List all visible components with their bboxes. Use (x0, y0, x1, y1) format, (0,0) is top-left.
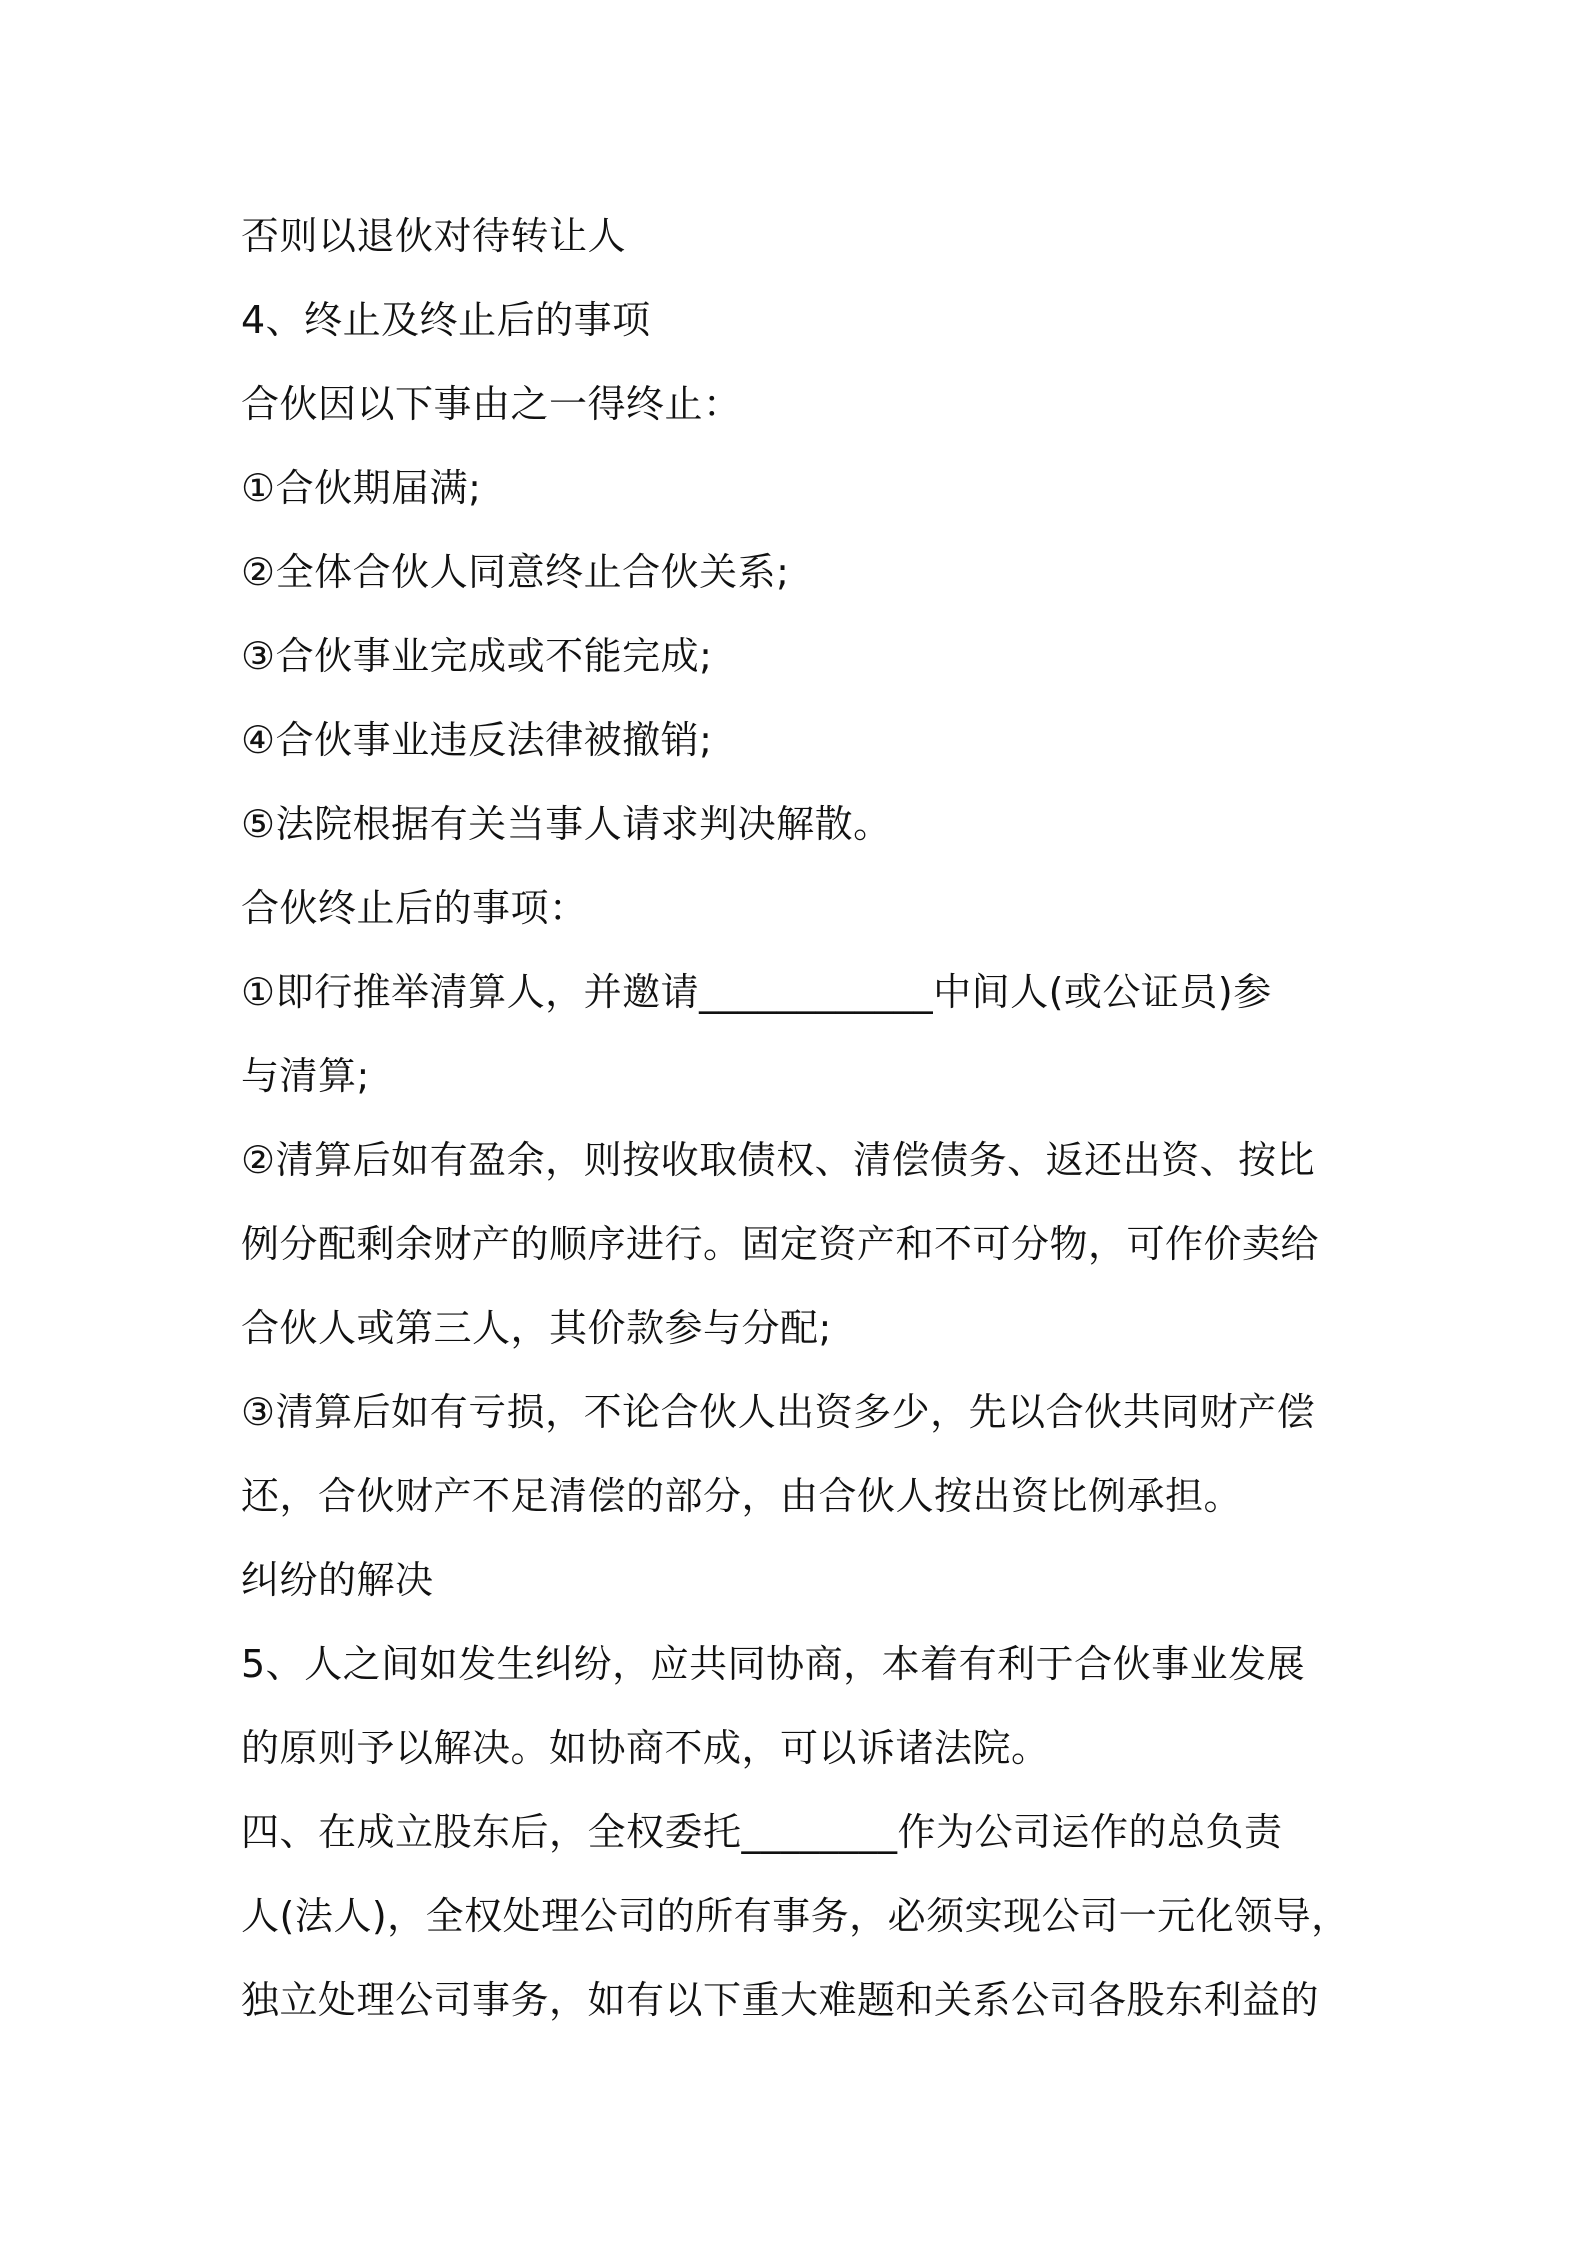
list-item: ④合伙事业违反法律被撤销; (241, 718, 713, 762)
text-line: 的原则予以解决。如协商不成，可以诉诸法院。 (241, 1726, 1050, 1770)
text-line: 5、人之间如发生纠纷，应共同协商，本着有利于合伙事业发展 (241, 1642, 1306, 1686)
text-line: 合伙人或第三人，其价款参与分配; (241, 1306, 832, 1350)
list-item: ③合伙事业完成或不能完成; (241, 634, 713, 678)
list-item: ①即行推举清算人，并邀请____________中间人(或公证员)参 (241, 970, 1272, 1014)
text-line: 还，合伙财产不足清偿的部分，由合伙人按出资比例承担。 (241, 1474, 1243, 1518)
document-body (241, 194, 1356, 2042)
text-line: 合伙因以下事由之一得终止： (241, 382, 742, 426)
section-heading: 4、终止及终止后的事项 (241, 298, 651, 342)
list-item: ⑤法院根据有关当事人请求判决解散。 (241, 802, 892, 846)
list-item: ②全体合伙人同意终止合伙关系; (241, 550, 790, 594)
text-line: 否则以退伙对待转让人 (241, 214, 627, 258)
list-item: ①合伙期届满; (241, 466, 482, 510)
list-item: ③清算后如有亏损，不论合伙人出资多少，先以合伙共同财产偿 (241, 1390, 1316, 1434)
list-item: ②清算后如有盈余，则按收取债权、清偿债务、返还出资、按比 (241, 1138, 1316, 1182)
section-heading: 纠纷的解决 (241, 1558, 434, 1602)
text-line: 四、在成立股东后，全权委托________作为公司运作的总负责 (241, 1810, 1283, 1854)
text-line: 例分配剩余财产的顺序进行。固定资产和不可分物，可作价卖给 (241, 1222, 1320, 1266)
text-line: 独立处理公司事务，如有以下重大难题和关系公司各股东利益的 (241, 1978, 1320, 2022)
text-line: 与清算; (241, 1054, 370, 1098)
text-line: 人(法人)，全权处理公司的所有事务，必须实现公司一元化领导， (241, 1894, 1350, 1938)
text-line: 合伙终止后的事项： (241, 886, 588, 930)
